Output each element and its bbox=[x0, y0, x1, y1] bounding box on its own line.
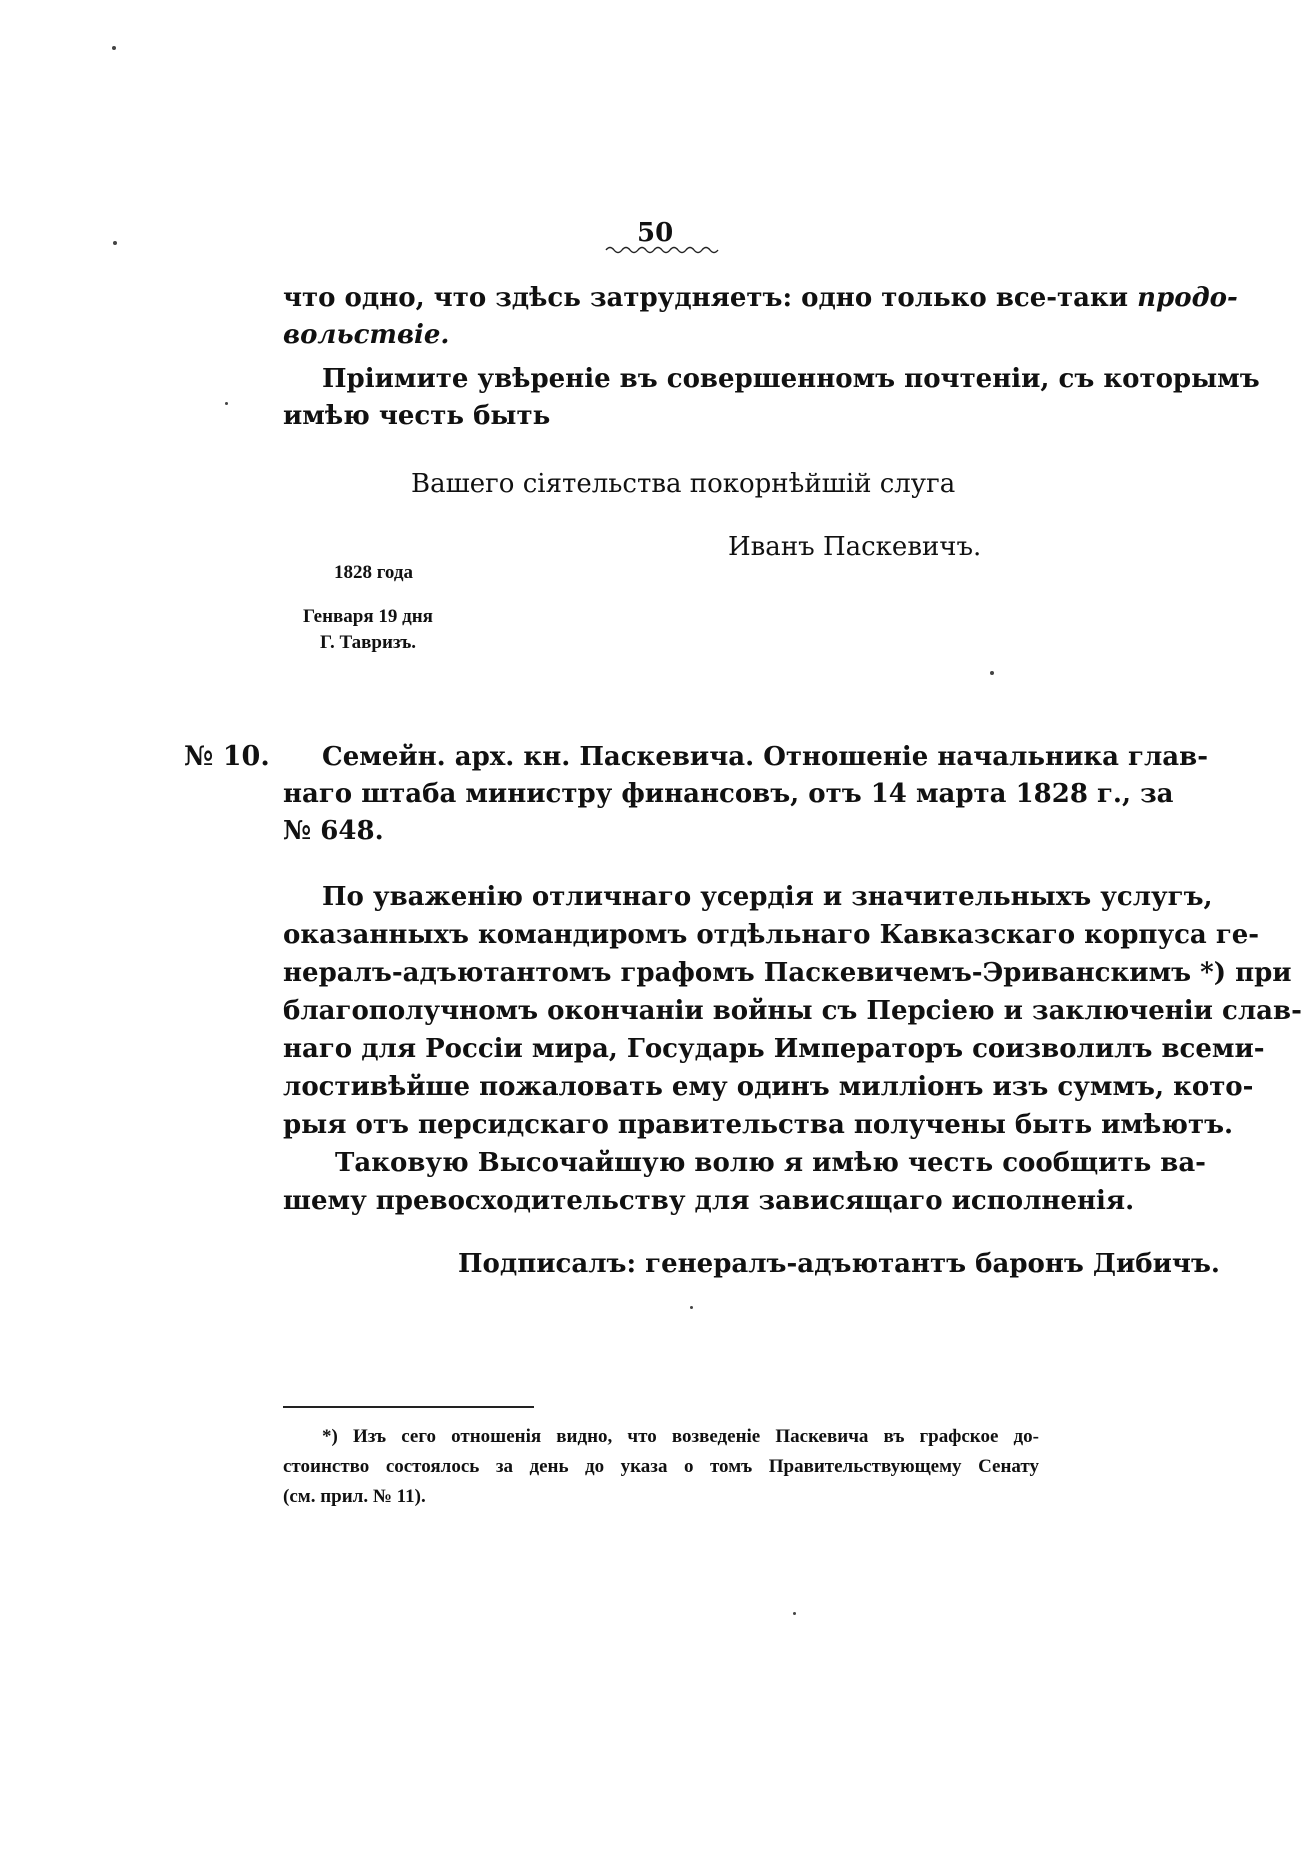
body-line-4: благополучномъ окончанiи войны съ Персiею и заключенiи слав- bbox=[283, 996, 1302, 1026]
signed-by: Подписалъ: генералъ-адъютантъ баронъ Дибичъ. bbox=[458, 1249, 1220, 1279]
body-line-2: оказанныхъ командиромъ отдѣльнаго Кавказскаго корпуса ге- bbox=[283, 920, 1260, 950]
body-line-1: По уваженiю отличнаго усердiя и значительныхъ услугъ, bbox=[322, 882, 1213, 912]
footnote-line-1: *) Изъ сего отношенiя видно, что возведенiе Паскевича въ графское до- bbox=[322, 1426, 1039, 1447]
scan-speck bbox=[690, 1306, 693, 1309]
letter-closing: Вашего сiятельства покорнѣйшiй слуга bbox=[411, 469, 956, 499]
scan-speck bbox=[225, 402, 228, 405]
letter-line-1-text: что одно, что здѣсь затрудняетъ: одно только все-таки bbox=[283, 283, 1129, 313]
footnote-divider bbox=[283, 1406, 534, 1408]
body-line-3: нералъ-адъютантомъ графомъ Паскевичемъ-Эриванскимъ *) при bbox=[283, 958, 1292, 988]
body-line-6: лостивѣйше пожаловать ему одинъ миллiонъ изъ суммъ, кото- bbox=[283, 1072, 1254, 1102]
body-line-5: наго для Россiи мира, Государь Императоръ соизволилъ всеми- bbox=[283, 1034, 1265, 1064]
letter-date-day: Генваря 19 дня bbox=[303, 606, 433, 627]
body-line-7: рыя отъ персидскаго правительства получены быть имѣютъ. bbox=[283, 1110, 1234, 1140]
source-line-1: Семейн. арх. кн. Паскевича. Отношенiе начальника глав- bbox=[322, 742, 1209, 772]
scan-speck bbox=[990, 671, 994, 675]
letter-signature: Иванъ Паскевичъ. bbox=[728, 532, 982, 562]
source-line-3: № 648. bbox=[283, 816, 384, 846]
scan-speck bbox=[113, 241, 117, 245]
footnote-line-3: (см. прил. № 11). bbox=[283, 1486, 426, 1507]
letter-date-year: 1828 года bbox=[334, 562, 413, 583]
document-number: № 10. bbox=[184, 741, 270, 772]
footnote-line-2: стоинство состоялось за день до указа о томъ Правительствующему Сенату bbox=[283, 1456, 1039, 1477]
letter-line-1 bbox=[283, 281, 1238, 315]
letter-place: Г. Тавризъ. bbox=[320, 632, 417, 653]
letter-line-2: вольствiе. bbox=[283, 320, 450, 350]
letter-line-1-italic: продо- bbox=[1137, 283, 1238, 313]
page-number: 50 bbox=[637, 218, 674, 248]
body2-line-1: Таковую Высочайшую волю я имѣю честь сообщить ва- bbox=[335, 1148, 1206, 1178]
letter-line-4: имѣю честь быть bbox=[283, 401, 551, 431]
scan-speck bbox=[112, 46, 116, 50]
scan-speck bbox=[793, 1612, 796, 1615]
letter-line-3: Прiимите увѣренiе въ совершенномъ почтенiи, съ которымъ bbox=[322, 364, 1260, 394]
source-line-2: наго штаба министру финансовъ, отъ 14 марта 1828 г., за bbox=[283, 779, 1174, 809]
body2-line-2: шему превосходительству для зависящаго исполненiя. bbox=[283, 1186, 1135, 1216]
page-number-ornament bbox=[604, 244, 722, 256]
